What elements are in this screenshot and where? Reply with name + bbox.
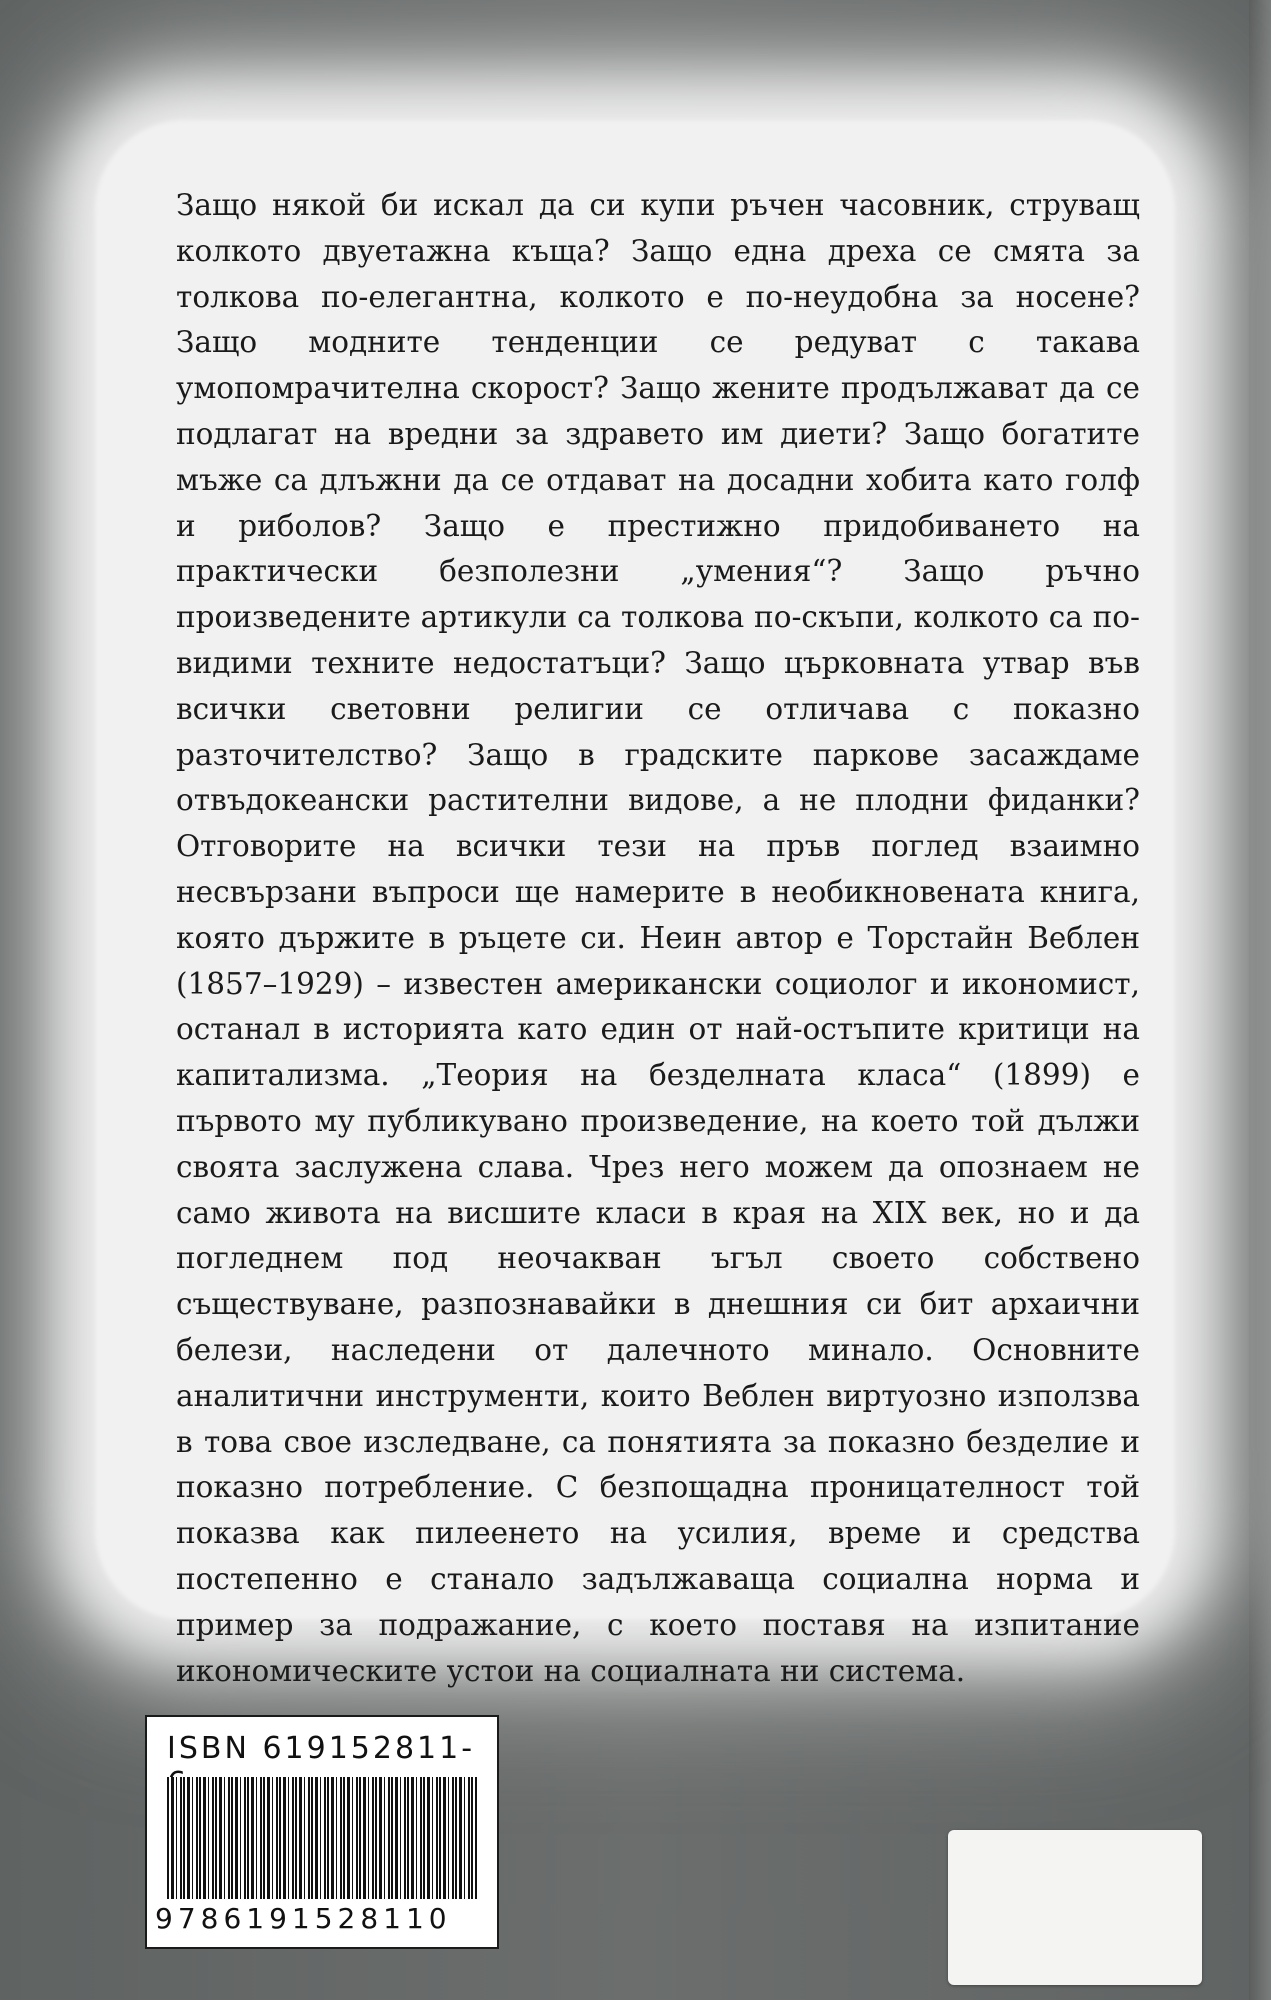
isbn-label: ISBN 619152811- (167, 1731, 476, 1766)
cover-edge (1249, 0, 1271, 2000)
isbn-barcode-block (145, 1715, 499, 1949)
isbn-digits: 9786191528110 (155, 1902, 452, 1935)
barcode (167, 1777, 477, 1899)
price-sticker (948, 1830, 1202, 1985)
blurb-text: Защо някой би искал да си купи ръчен часовник, струващ колкото двуетажна къща? Защо една дреха се смята за толкова по-елегантна, колкото е по-неудобна за носене? Защо модните тенденции се редуват с такава умопомрачителна скорост? Защо жените продължават да се подлагат на вредни за здравето им диети? Защо богатите мъже са длъжни да се отдават на досадни хобита като голф и риболов? Защо е престижно придобиването на практически безполезни „умения“? Защо ръчно произведените артикули са толкова по-скъпи, колкото са по-видими техните недостатъци? Защо църковната утвар във всички световни религии се отличава с показно разточителство? Защо в градските паркове засаждаме отвъдокеански растителни видове, а не плодни фиданки? Отговорите на всички тези на пръв поглед взаимно несвързани въпроси ще намерите в необикновената книга, която държите в ръцете си. Неин автор е Торстайн Веблен (1857–1929) – известен американски социолог и икономист, останал в историята като един от най-остъпите критици на капитализма. „Теория на безделната класа“ (1899) е първото му публикувано произведение, на което той дължи своята заслужена слава. Чрез него можем да опознаем не само живота на висшите класи в края на XIX век, но и да погледнем под неочакван ъгъл своето собствено съществуване, разпознавайки в днешния си бит архаични белези, наследени от далечното минало. Основните аналитични инструменти, които Веблен виртуозно използва в това свое изследване, са понятията за показно безделие и показно потребление. С безпощадна проницателност той показва как пилеенето на усилия, време и средства постепенно е станало задължаваща социална норма и пример за подражание, с което поставя на изпитание икономическите устои на социалната ни система. (176, 188, 1140, 1688)
